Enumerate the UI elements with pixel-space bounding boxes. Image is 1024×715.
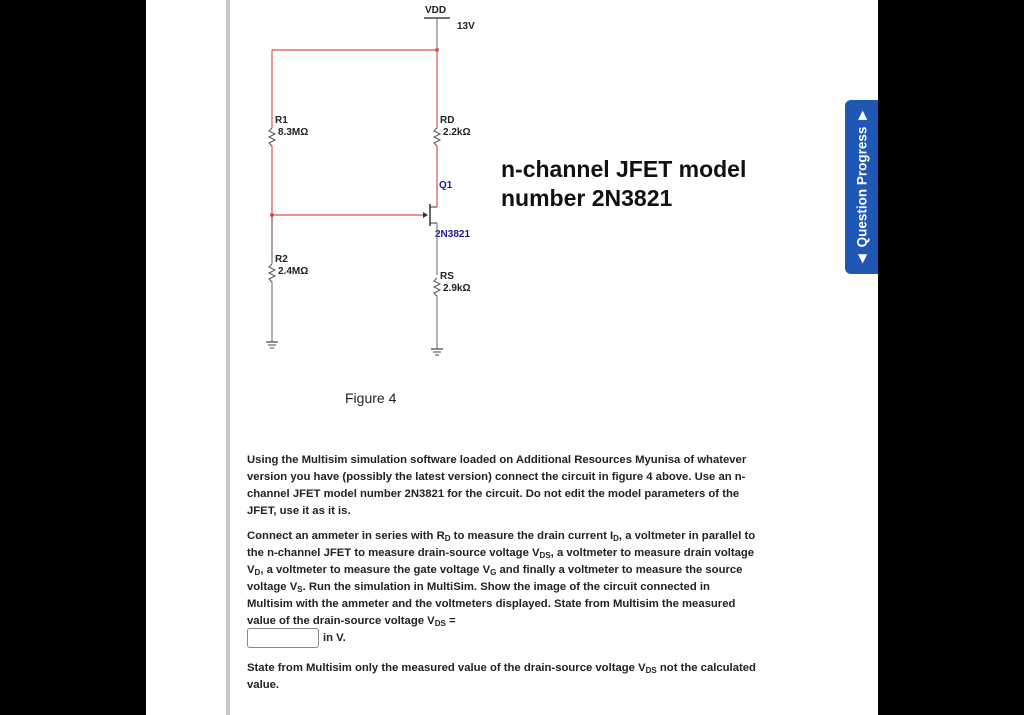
r2-value: 2.4MΩ xyxy=(278,266,309,277)
rd-value: 2.2kΩ xyxy=(443,127,471,138)
vds-answer-input[interactable] xyxy=(247,628,319,648)
figure-caption: Figure 4 xyxy=(345,390,397,406)
r1-value: 8.3MΩ xyxy=(278,127,309,138)
vdd-value: 13V xyxy=(457,21,475,32)
r2-name: R2 xyxy=(275,254,288,265)
r1-name: R1 xyxy=(275,115,288,126)
answer-unit: in V. xyxy=(323,632,346,644)
rs-name: RS xyxy=(440,271,454,282)
answer-row xyxy=(247,627,346,649)
collapse-arrow-icon: ◀ xyxy=(856,254,868,263)
jfet-gate-arrow xyxy=(423,212,428,218)
jfet-model-label: n-channel JFET model number 2N3821 xyxy=(501,156,747,211)
r2-resistor xyxy=(269,264,275,282)
rd-resistor xyxy=(434,128,440,146)
r1-resistor xyxy=(269,128,275,146)
expand-arrow-icon: ▶ xyxy=(856,111,868,120)
vdd-label: VDD xyxy=(425,5,447,16)
instructions-paragraph-3: State from Multisim only the measured value of the drain-source voltage $V_{DS}$ not the calculated value. xyxy=(247,662,756,691)
q1-name: Q1 xyxy=(439,180,453,191)
rd-name: RD xyxy=(440,115,455,126)
instructions-paragraph-1: Using the Multisim simulation software loaded on Additional Resources Myunisa of whatever version you have (possibly the latest version) connect the circuit in figure 4 above. Use an n-channel JFET model number 2N3821 for the circuit. Do not edit the model parameters of the JFET, use it as it is. xyxy=(247,454,747,517)
rs-value: 2.9kΩ xyxy=(443,283,471,294)
instructions-paragraph-2: Connect an ammeter in series with $R_D$ to measure the drain current $I_D$, a voltmeter in parallel to the n-channel JFET to measure drain-source voltage $V_{DS}$, a voltmeter to measure drain voltage $V_D$, a voltmeter to measure the gate voltage $V_G$ and finally a voltmeter to measure the source voltage $V_S$. Run the simulation in MultiSim. Show the image of the circuit connected in Multisim with the ammeter and the voltmeters displayed. State from Multisim the measured value of the drain-source voltage $V_{DS}$ = xyxy=(247,530,756,628)
question-progress-label: ◀ Question Progress ▶ xyxy=(854,111,869,263)
question-progress-tab[interactable] xyxy=(845,100,878,274)
question-content xyxy=(146,0,878,715)
q1-model: 2N3821 xyxy=(435,229,471,240)
